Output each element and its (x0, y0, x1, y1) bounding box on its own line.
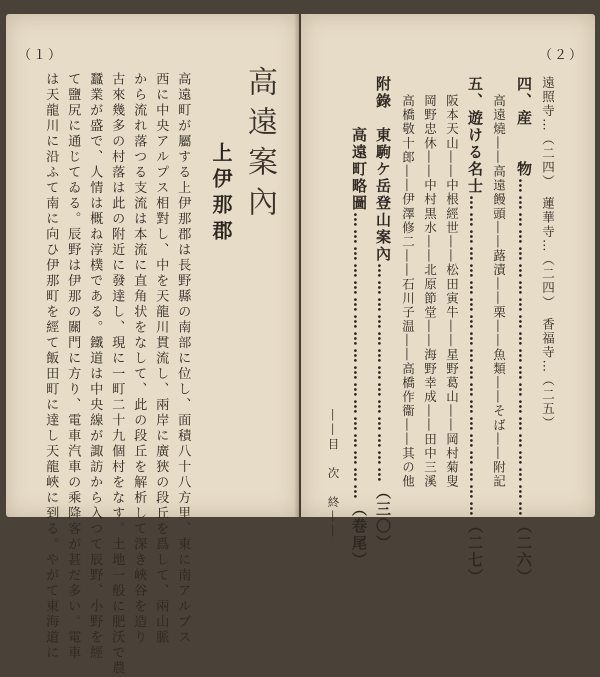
body-text-line: 古來幾多の村落は此の附近に發達し、現に一町二十九個村をなす。土地一般に肥沃で農 (109, 72, 125, 677)
toc-section-heading: 附錄 東駒ケ岳登山案內…………………………………（三〇） (374, 76, 392, 552)
left-page (6, 14, 299, 677)
body-text-line: 蠶業が盛で、人情は概ね淳樸である。鐵道は中央線が諏訪から入つて辰野、小野を經 (87, 72, 103, 661)
body-text-line: 西に中央アルプス相對し、中を天龍川貫流し、兩岸に廣狹の段丘を爲して、兩山脈 (153, 72, 169, 646)
right-page-number: （２） (539, 48, 585, 63)
right-page (301, 14, 595, 586)
body-text-line: て鹽尻に通じてゐる。辰野は伊那の關門に方り、電車汽車の乘降客が甚だ多い。電車 (65, 72, 81, 661)
toc-continuation: 遠照寺…（二四） 蓮華寺…（二四） 香福寺…（二五） (540, 76, 556, 431)
toc-entry: 阪本天山――中根經世――松田寅牛――星野葛山――岡村菊叟 (444, 94, 460, 489)
body-text-line: 高遠町が屬する上伊那郡は長野縣の南部に位し、面積八十八方里、東に南アルプス (175, 72, 191, 646)
left-page-number: （１） (18, 48, 64, 63)
toc-entry: 高遠燒――高遠饅頭――蕗漬――栗――魚類――そば――附記 (491, 94, 507, 489)
toc-entry: 高橋敬十郎――伊澤修二――石川子温――高橋作衞――其の他 (400, 94, 416, 489)
toc-section-heading: 五、遊ける名士…………………………………………………（二七） (466, 76, 484, 586)
body-text-line: から流れ落つる支流は本流に直角状をなして、此の段丘を解析して深き峽谷を造り (131, 72, 147, 646)
toc-end-mark: ――目 次 終―― (326, 409, 341, 540)
page-title: 高遠案內 (242, 66, 277, 226)
toc-section-heading: 四、産 物……………………………………………………（二六） (515, 76, 533, 586)
page-subtitle: 上伊那郡 (209, 142, 233, 246)
toc-section-heading: 高遠町略圖……………………………………………（卷尾） (350, 76, 368, 569)
toc-entry: 岡野忠休――中村黒水――北原節堂――海野幸成――田中三溪 (422, 94, 438, 489)
body-text-line: は天龍川に沿ふて南に向ひ伊那町を經て飯田町に達し天龍峽に到る。やがて東海道に (43, 72, 59, 661)
